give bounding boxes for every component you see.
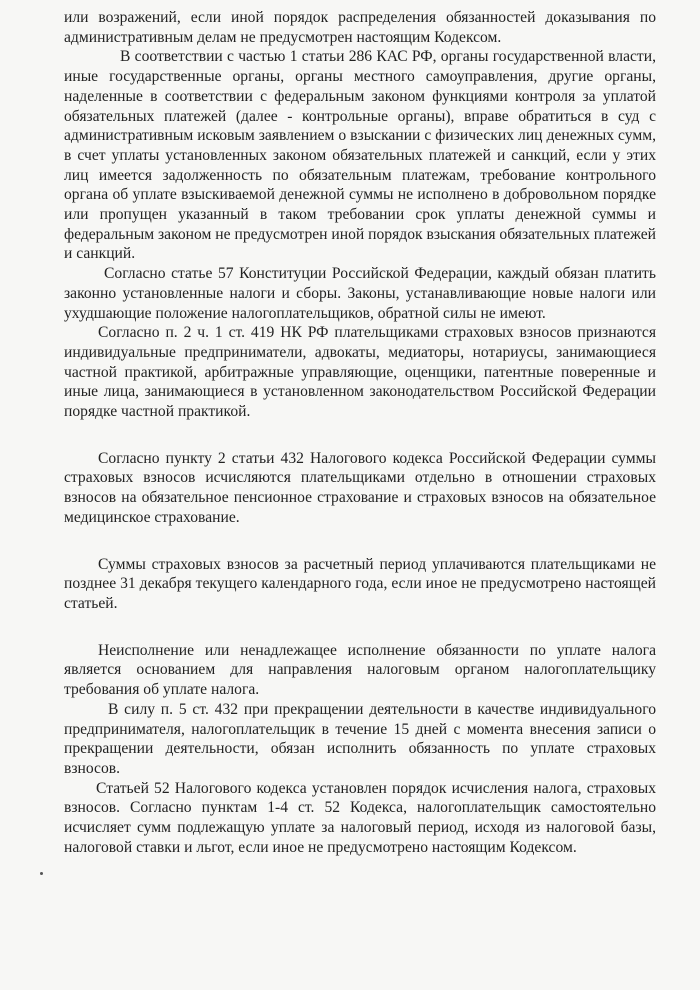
paragraph-non-fulfillment: Неисполнение или ненадлежащее исполнение обязанности по уплате налога является основанием для направления налоговым органом налогоплательщику требования об уплате налога. [64, 641, 656, 699]
scan-speck [40, 872, 43, 875]
document-page [64, 8, 656, 857]
paragraph-nk-52: Статьей 52 Налогового кодекса установлен порядок исчисления налога, страховых взносов. Согласно пунктам 1-4 ст. 52 Кодекса, налогоплательщик самостоятельно исчисляет сумм подлежащую уплате за налоговый период, исходя из налоговой базы, налоговой ставки и льгот, если иное не предусмотрено настоящим Кодексом. [64, 779, 656, 856]
paragraph-payment-deadline: Суммы страховых взносов за расчетный период уплачиваются плательщиками не позднее 31 декабря текущего календарного года, если иное не предусмотрено настоящей статьей. [64, 555, 656, 612]
paragraph-nk-432-p2: Согласно пункту 2 статьи 432 Налогового кодекса Российской Федерации суммы страховых взносов исчисляются плательщиками отдельно в отношении страховых взносов на обязательное пенсионное страхование и страховых взносов на обязательное медицинское страхование. [64, 449, 656, 526]
paragraph-nk-432-p5: В силу п. 5 ст. 432 при прекращении деятельности в качестве индивидуального предпринимателя, налогоплательщик в течение 15 дней с момента внесения записи о прекращении деятельности, обязан исполнить обязанность по уплате страховых взносов. [64, 700, 656, 777]
paragraph-continuation: или возражений, если иной порядок распределения обязанностей доказывания по административным делам не предусмотрен настоящим Кодексом. [64, 9, 656, 46]
paragraph-kas-286: В соответствии с частью 1 статьи 286 КАС РФ, органы государственной власти, иные государственные органы, органы местного самоуправления, другие органы, наделенные в соответствии с федеральным законом функциями контроля за уплатой обязательных платежей (далее - контрольные органы), вправе обратиться в суд с административным исковым заявлением о взыскании с физических лиц денежных сумм, в счет уплаты установленных законом обязательных платежей и санкций, если у этих лиц имеется задолженность по обязательным платежам, требование контрольного органа об уплате взыскиваемой денежной суммы не исполнено в добровольном порядке или пропущен указанный в таком требовании срок уплаты денежной суммы и федеральным законом не предусмотрен иной порядок взыскания обязательных платежей и санкций. [64, 48, 656, 263]
paragraph-constitution-57: Согласно статье 57 Конституции Российской Федерации, каждый обязан платить законно установленные налоги и сборы. Законы, устанавливающие новые налоги или ухудшающие положение налогоплательщиков, обратной силы не имеют. [64, 265, 656, 322]
paragraph-nk-419: Согласно п. 2 ч. 1 ст. 419 НК РФ плательщиками страховых взносов признаются индивидуальные предприниматели, адвокаты, медиаторы, нотариусы, занимающиеся частной практикой, арбитражные управляющие, оценщики, патентные поверенные и иные лица, занимающиеся в установленном законодательством Российской Федерации порядке частной практикой. [64, 324, 656, 421]
